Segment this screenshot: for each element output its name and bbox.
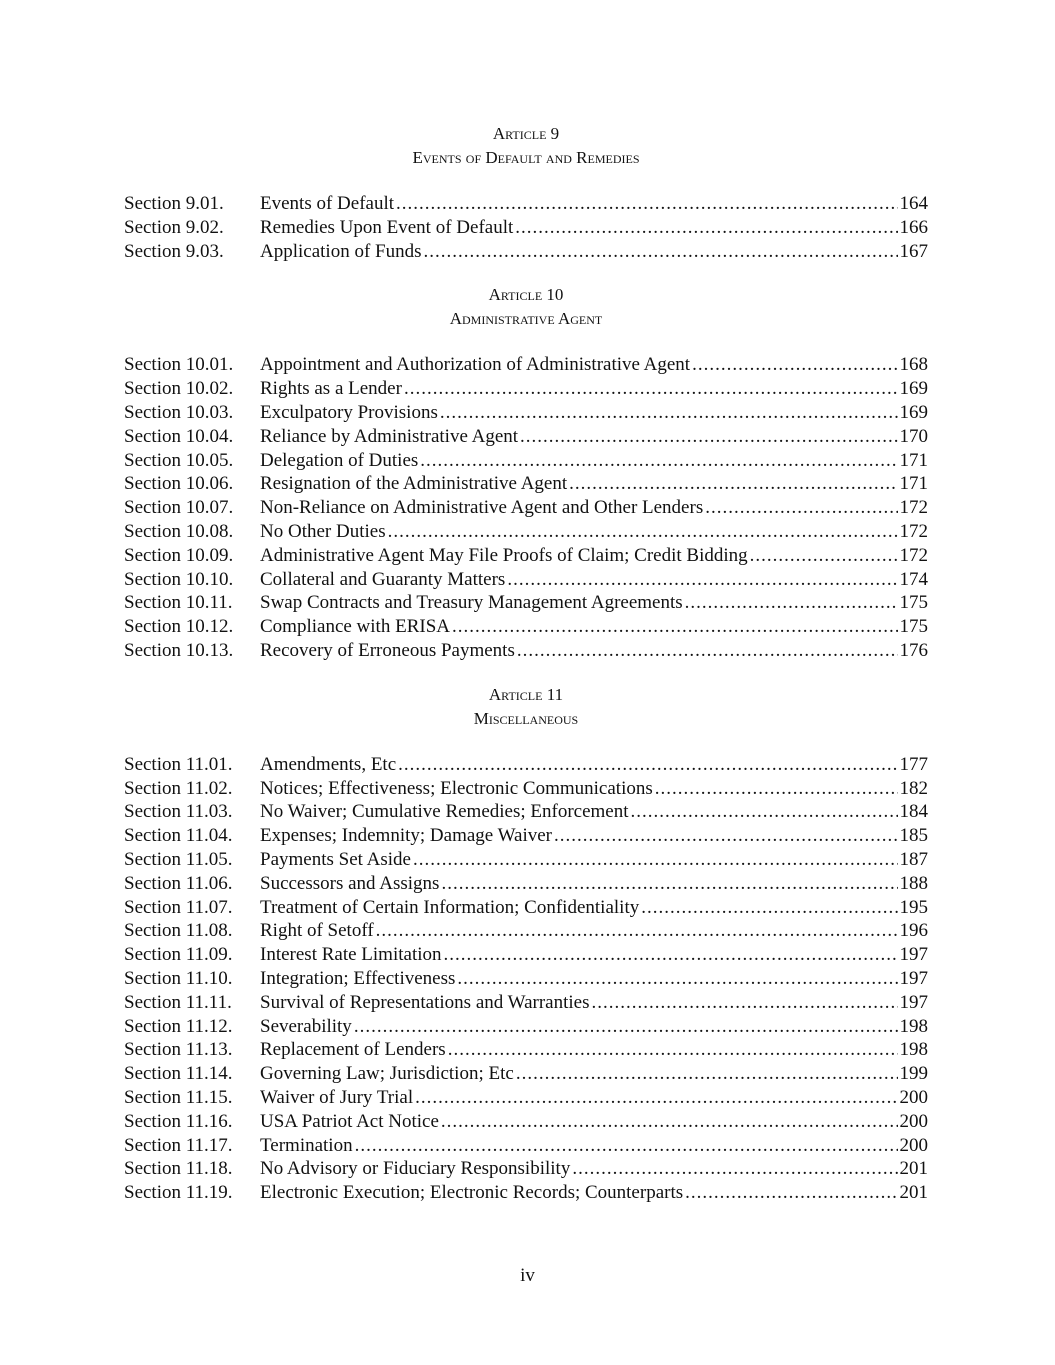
section-title-wrap bbox=[260, 639, 928, 663]
toc-entry[interactable] bbox=[124, 1062, 928, 1086]
toc-entry[interactable] bbox=[124, 192, 928, 216]
dot-leader bbox=[750, 544, 898, 568]
toc-entry[interactable] bbox=[124, 753, 928, 777]
section-page-number: 200 bbox=[899, 1110, 928, 1132]
section-title-wrap bbox=[260, 377, 928, 401]
dot-leader bbox=[441, 872, 897, 896]
dot-leader bbox=[354, 1015, 898, 1039]
section-title-wrap bbox=[260, 192, 928, 216]
table-of-contents bbox=[124, 122, 928, 1225]
section-number: Section 10.09. bbox=[124, 544, 234, 566]
toc-entry[interactable] bbox=[124, 800, 928, 824]
section-number: Section 11.01. bbox=[124, 753, 233, 775]
dot-leader bbox=[376, 919, 898, 943]
section-page-number: 185 bbox=[899, 825, 928, 847]
section-number: Section 11.17. bbox=[124, 1134, 233, 1156]
section-title: Exculpatory Provisions bbox=[260, 401, 438, 423]
dot-leader bbox=[404, 377, 898, 401]
toc-entry[interactable] bbox=[124, 425, 928, 449]
section-page-number: 167 bbox=[899, 240, 928, 262]
section-number: Section 11.12. bbox=[124, 1015, 233, 1037]
section-page-number: 170 bbox=[899, 425, 928, 447]
section-title: Successors and Assigns bbox=[260, 872, 440, 894]
section-page-number: 176 bbox=[899, 639, 928, 661]
toc-entry[interactable] bbox=[124, 1110, 928, 1134]
section-title: Electronic Execution; Electronic Records; Counterparts bbox=[260, 1182, 684, 1204]
section-title: Waiver of Jury Trial bbox=[260, 1086, 414, 1108]
toc-entry[interactable] bbox=[124, 240, 928, 264]
section-title: Compliance with ERISA bbox=[260, 616, 450, 638]
article-block bbox=[124, 283, 928, 662]
article-heading: Article 9 bbox=[492, 124, 560, 143]
dot-leader bbox=[413, 848, 898, 872]
section-title-wrap bbox=[260, 1015, 928, 1039]
section-title: Replacement of Lenders bbox=[260, 1039, 446, 1061]
section-page-number: 197 bbox=[899, 991, 928, 1013]
section-number: Section 10.02. bbox=[124, 378, 234, 400]
section-page-number: 177 bbox=[899, 753, 928, 775]
toc-entry[interactable] bbox=[124, 639, 928, 663]
section-page-number: 201 bbox=[899, 1158, 928, 1180]
section-number: Section 11.03. bbox=[124, 801, 233, 823]
toc-entry[interactable] bbox=[124, 449, 928, 473]
dot-leader bbox=[520, 425, 897, 449]
dot-leader bbox=[420, 449, 897, 473]
section-title: Delegation of Duties bbox=[260, 449, 419, 471]
section-title-wrap bbox=[260, 449, 928, 473]
section-page-number: 200 bbox=[899, 1086, 928, 1108]
section-title: Reliance by Administrative Agent bbox=[260, 425, 519, 447]
page-number: iv bbox=[520, 1265, 535, 1286]
section-title-wrap bbox=[260, 216, 928, 240]
toc-entry[interactable] bbox=[124, 991, 928, 1015]
section-page-number: 175 bbox=[899, 616, 928, 638]
section-title-wrap bbox=[260, 824, 928, 848]
section-title: No Waiver; Cumulative Remedies; Enforcement bbox=[260, 801, 629, 823]
dot-leader bbox=[441, 1110, 898, 1134]
dot-leader bbox=[641, 896, 897, 920]
section-page-number: 169 bbox=[899, 378, 928, 400]
dot-leader bbox=[685, 1181, 897, 1205]
section-title-wrap bbox=[260, 615, 928, 639]
section-title-wrap bbox=[260, 1038, 928, 1062]
section-number: Section 11.07. bbox=[124, 896, 233, 918]
section-number: Section 10.01. bbox=[124, 354, 234, 376]
section-page-number: 197 bbox=[899, 944, 928, 966]
section-page-number: 200 bbox=[899, 1134, 928, 1156]
section-title-wrap bbox=[260, 401, 928, 425]
section-number: Section 10.04. bbox=[124, 425, 234, 447]
dot-leader bbox=[444, 943, 898, 967]
section-title: Application of Funds bbox=[260, 240, 422, 262]
toc-entry[interactable] bbox=[124, 216, 928, 240]
section-title-wrap bbox=[260, 991, 928, 1015]
dot-leader bbox=[692, 353, 897, 377]
article-block bbox=[124, 122, 928, 263]
toc-entry[interactable] bbox=[124, 872, 928, 896]
toc-entry[interactable] bbox=[124, 1015, 928, 1039]
section-number: Section 10.05. bbox=[124, 449, 234, 471]
toc-entry[interactable] bbox=[124, 1038, 928, 1062]
section-title: Recovery of Erroneous Payments bbox=[260, 639, 515, 661]
section-title: Notices; Effectiveness; Electronic Communications bbox=[260, 777, 653, 799]
section-number: Section 9.01. bbox=[124, 193, 224, 214]
article-subheading: Events of Default and Remedies bbox=[412, 148, 640, 167]
section-title-wrap bbox=[260, 753, 928, 777]
section-title: No Other Duties bbox=[260, 520, 386, 542]
dot-leader bbox=[515, 216, 897, 240]
section-title-wrap bbox=[260, 240, 928, 264]
section-number: Section 10.03. bbox=[124, 401, 234, 423]
toc-entry[interactable] bbox=[124, 401, 928, 425]
section-number: Section 11.19. bbox=[124, 1182, 233, 1204]
article-heading: Article 11 bbox=[488, 684, 564, 704]
toc-entry[interactable] bbox=[124, 919, 928, 943]
toc-entry[interactable] bbox=[124, 1134, 928, 1158]
section-title-wrap bbox=[260, 544, 928, 568]
dot-leader bbox=[516, 1062, 898, 1086]
section-page-number: 164 bbox=[899, 193, 928, 214]
section-title-wrap bbox=[260, 777, 928, 801]
section-number: Section 11.08. bbox=[124, 920, 233, 942]
section-number: Section 11.10. bbox=[124, 967, 233, 989]
dot-leader bbox=[591, 991, 897, 1015]
dot-leader bbox=[388, 520, 898, 544]
section-number: Section 11.05. bbox=[124, 848, 233, 870]
toc-entry[interactable] bbox=[124, 896, 928, 920]
section-number: Section 9.02. bbox=[124, 216, 224, 238]
section-title: Right of Setoff bbox=[260, 920, 374, 942]
section-page-number: 169 bbox=[899, 401, 928, 423]
toc-entry[interactable] bbox=[124, 568, 928, 592]
dot-leader bbox=[448, 1038, 898, 1062]
toc-entry[interactable] bbox=[124, 1157, 928, 1181]
article-subheading: Administrative Agent bbox=[449, 309, 603, 329]
toc-entry[interactable] bbox=[124, 520, 928, 544]
toc-entry[interactable] bbox=[124, 1181, 928, 1205]
section-page-number: 166 bbox=[899, 216, 928, 238]
section-page-number: 187 bbox=[899, 848, 928, 870]
section-title: Resignation of the Administrative Agent bbox=[260, 473, 568, 495]
section-number: Section 10.07. bbox=[124, 497, 234, 519]
dot-leader bbox=[569, 472, 897, 496]
section-page-number: 188 bbox=[899, 872, 928, 894]
section-number: Section 10.08. bbox=[124, 520, 234, 542]
section-title: Remedies Upon Event of Default bbox=[260, 216, 514, 238]
toc-entry[interactable] bbox=[124, 353, 928, 377]
section-list bbox=[124, 353, 928, 662]
section-title-wrap bbox=[260, 1134, 928, 1158]
section-list bbox=[124, 192, 928, 263]
section-number: Section 11.14. bbox=[124, 1063, 233, 1085]
section-title: Treatment of Certain Information; Confidentiality bbox=[260, 896, 640, 918]
section-page-number: 174 bbox=[899, 568, 928, 590]
section-title: Survival of Representations and Warranties bbox=[260, 991, 590, 1013]
section-page-number: 199 bbox=[899, 1063, 928, 1085]
dot-leader bbox=[452, 615, 898, 639]
section-title-wrap bbox=[260, 800, 928, 824]
section-number: Section 11.04. bbox=[124, 825, 233, 847]
dot-leader bbox=[705, 496, 897, 520]
toc-entry[interactable] bbox=[124, 943, 928, 967]
section-title: Amendments, Etc bbox=[260, 753, 397, 775]
dot-leader bbox=[572, 1157, 897, 1181]
section-title: Integration; Effectiveness bbox=[260, 967, 456, 989]
toc-entry[interactable] bbox=[124, 777, 928, 801]
dot-leader bbox=[415, 1086, 897, 1110]
article-heading: Article 10 bbox=[488, 285, 564, 305]
section-title: Appointment and Authorization of Administrative Agent bbox=[260, 354, 691, 376]
section-page-number: 201 bbox=[899, 1182, 928, 1204]
section-title-wrap bbox=[260, 919, 928, 943]
section-list bbox=[124, 753, 928, 1205]
section-page-number: 172 bbox=[899, 544, 928, 566]
section-number: Section 11.13. bbox=[124, 1039, 233, 1061]
section-page-number: 175 bbox=[899, 592, 928, 614]
section-page-number: 172 bbox=[899, 497, 928, 519]
dot-leader bbox=[517, 639, 898, 663]
dot-leader bbox=[457, 967, 897, 991]
section-title: Collateral and Guaranty Matters bbox=[260, 568, 506, 590]
section-title: Payments Set Aside bbox=[260, 848, 411, 870]
section-title: Expenses; Indemnity; Damage Waiver bbox=[260, 825, 553, 847]
section-number: Section 9.03. bbox=[124, 240, 224, 262]
section-title-wrap bbox=[260, 425, 928, 449]
section-number: Section 11.18. bbox=[124, 1158, 233, 1180]
section-page-number: 171 bbox=[899, 473, 928, 495]
dot-leader bbox=[554, 824, 897, 848]
section-number: Section 11.02. bbox=[124, 777, 233, 799]
section-page-number: 184 bbox=[899, 801, 928, 823]
toc-entry[interactable] bbox=[124, 591, 928, 615]
section-number: Section 10.12. bbox=[124, 616, 234, 638]
section-page-number: 195 bbox=[899, 896, 928, 918]
section-title: Governing Law; Jurisdiction; Etc bbox=[260, 1063, 514, 1085]
section-number: Section 10.13. bbox=[124, 639, 234, 661]
section-title-wrap bbox=[260, 1181, 928, 1205]
section-number: Section 11.15. bbox=[124, 1086, 233, 1108]
section-title-wrap bbox=[260, 848, 928, 872]
section-title-wrap bbox=[260, 872, 928, 896]
section-page-number: 168 bbox=[899, 354, 928, 376]
toc-entry[interactable] bbox=[124, 377, 928, 401]
section-number: Section 10.06. bbox=[124, 473, 234, 495]
section-number: Section 11.06. bbox=[124, 872, 233, 894]
toc-entry[interactable] bbox=[124, 967, 928, 991]
dot-leader bbox=[440, 401, 898, 425]
section-title: Interest Rate Limitation bbox=[260, 944, 442, 966]
section-number: Section 10.11. bbox=[124, 592, 233, 614]
section-title-wrap bbox=[260, 353, 928, 377]
section-number: Section 11.16. bbox=[124, 1110, 233, 1132]
dot-leader bbox=[396, 192, 897, 216]
section-title-wrap bbox=[260, 1086, 928, 1110]
section-title: No Advisory or Fiduciary Responsibility bbox=[260, 1158, 571, 1180]
section-title-wrap bbox=[260, 943, 928, 967]
article-subheading: Miscellaneous bbox=[473, 708, 579, 728]
section-title-wrap bbox=[260, 896, 928, 920]
toc-entry[interactable] bbox=[124, 615, 928, 639]
dot-leader bbox=[685, 591, 898, 615]
section-title-wrap bbox=[260, 1062, 928, 1086]
toc-entry[interactable] bbox=[124, 472, 928, 496]
dot-leader bbox=[398, 753, 897, 777]
section-title-wrap bbox=[260, 591, 928, 615]
dot-leader bbox=[424, 240, 898, 264]
section-title: Swap Contracts and Treasury Management Agreements bbox=[260, 592, 683, 614]
section-title: Termination bbox=[260, 1134, 353, 1156]
dot-leader bbox=[655, 777, 898, 801]
section-title: Administrative Agent May File Proofs of Claim; Credit Bidding bbox=[260, 544, 748, 566]
toc-entry[interactable] bbox=[124, 848, 928, 872]
section-title: USA Patriot Act Notice bbox=[260, 1110, 439, 1132]
section-title: Non-Reliance on Administrative Agent and Other Lenders bbox=[260, 497, 704, 519]
section-page-number: 182 bbox=[899, 777, 928, 799]
section-title: Events of Default bbox=[260, 193, 395, 214]
section-title: Rights as a Lender bbox=[260, 378, 402, 400]
dot-leader bbox=[355, 1134, 898, 1158]
section-title-wrap bbox=[260, 1110, 928, 1134]
toc-entry[interactable] bbox=[124, 1086, 928, 1110]
section-page-number: 198 bbox=[899, 1039, 928, 1061]
section-title-wrap bbox=[260, 472, 928, 496]
section-page-number: 172 bbox=[899, 520, 928, 542]
section-number: Section 10.10. bbox=[124, 568, 234, 590]
toc-entry[interactable] bbox=[124, 544, 928, 568]
section-title-wrap bbox=[260, 520, 928, 544]
section-page-number: 171 bbox=[899, 449, 928, 471]
dot-leader bbox=[631, 800, 898, 824]
section-number: Section 11.11. bbox=[124, 991, 232, 1013]
section-number: Section 11.09. bbox=[124, 944, 233, 966]
section-title: Severability bbox=[260, 1015, 352, 1037]
dot-leader bbox=[507, 568, 897, 592]
section-page-number: 197 bbox=[899, 967, 928, 989]
section-title-wrap bbox=[260, 568, 928, 592]
section-title-wrap bbox=[260, 496, 928, 520]
section-page-number: 196 bbox=[899, 920, 928, 942]
article-block bbox=[124, 683, 928, 1205]
toc-entry[interactable] bbox=[124, 496, 928, 520]
section-title-wrap bbox=[260, 967, 928, 991]
toc-entry[interactable] bbox=[124, 824, 928, 848]
section-page-number: 198 bbox=[899, 1015, 928, 1037]
section-title-wrap bbox=[260, 1157, 928, 1181]
